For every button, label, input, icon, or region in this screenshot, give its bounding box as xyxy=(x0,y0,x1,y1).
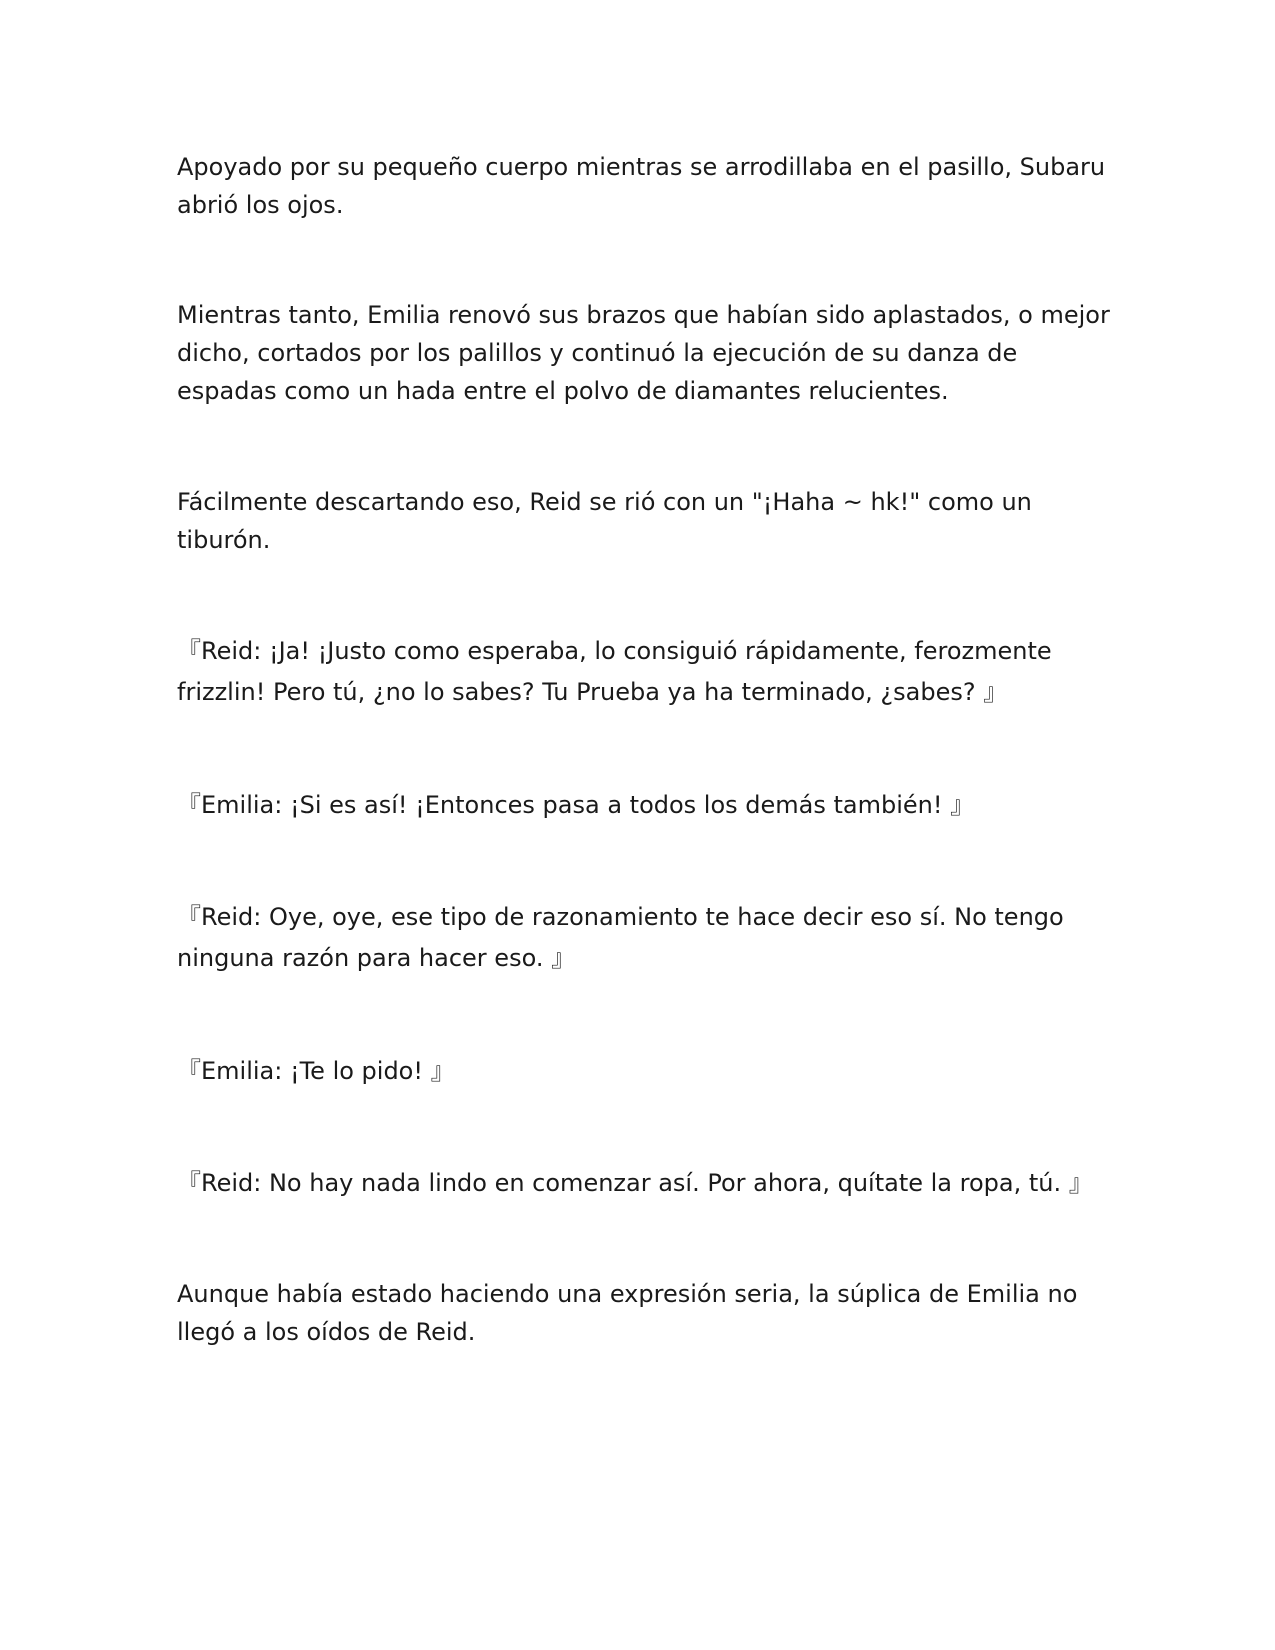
dialogue-line-reid: 『Reid: Oye, oye, ese tipo de razonamiento te hace decir eso sí. No tengo ninguna razón para hacer eso. 』 xyxy=(177,903,1064,972)
narration-paragraph: Apoyado por su pequeño cuerpo mientras se arrodillaba en el pasillo, Subaru abrió los ojos. xyxy=(177,153,1106,219)
narration-paragraph: Fácilmente descartando eso, Reid se rió con un "¡Haha ~ hk!" como un tiburón. xyxy=(177,488,1032,554)
dialogue-line-reid: 『Reid: ¡Ja! ¡Justo como esperaba, lo consiguió rápidamente, ferozmente frizzlin! Pero tú, ¿no lo sabes? Tu Prueba ya ha terminado, ¿sabes? 』 xyxy=(177,637,1052,706)
dialogue-line-reid: 『Reid: No hay nada lindo en comenzar así. Por ahora, quítate la ropa, tú. 』 xyxy=(177,1169,1093,1197)
narration-paragraph: Aunque había estado haciendo una expresión seria, la súplica de Emilia no llegó a los oídos de Reid. xyxy=(177,1280,1078,1346)
dialogue-line-emilia: 『Emilia: ¡Si es así! ¡Entonces pasa a todos los demás también! 』 xyxy=(177,791,975,819)
narration-paragraph: Mientras tanto, Emilia renovó sus brazos que habían sido aplastados, o mejor dicho, cortados por los palillos y continuó la ejecución de su danza de espadas como un hada entre el polvo de diamantes relucientes. xyxy=(177,301,1110,405)
dialogue-line-emilia: 『Emilia: ¡Te lo pido! 』 xyxy=(177,1057,455,1085)
